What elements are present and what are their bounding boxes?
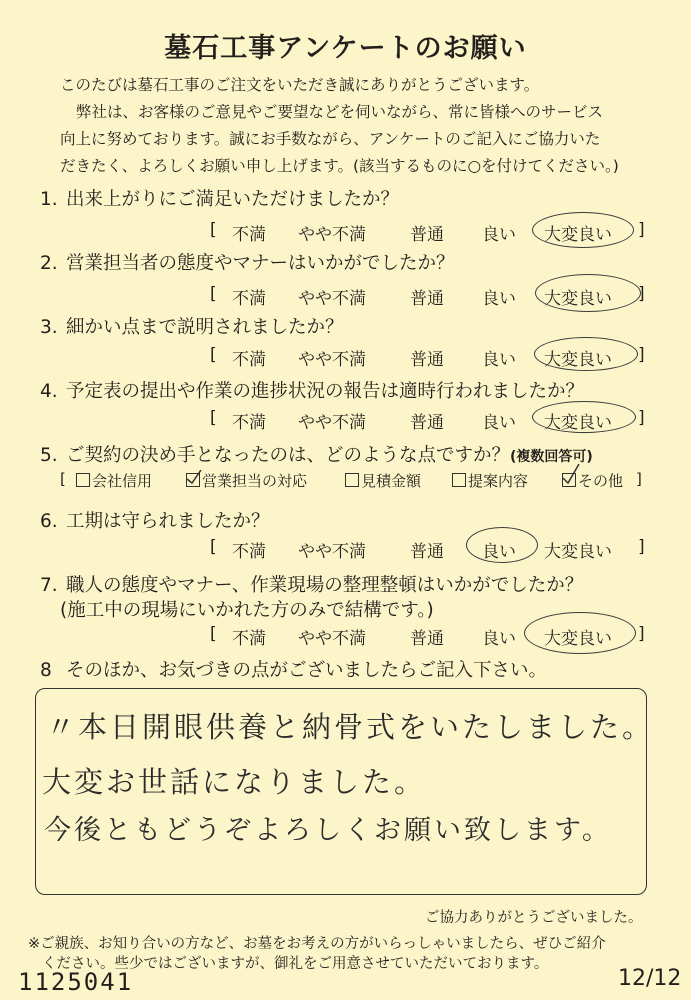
answer-circle [466,527,538,563]
scale-open-bracket: [ [210,345,217,365]
question-text: そのほか、お気づきの点がございましたらご記入下さい。 [66,660,548,681]
scale-close-bracket: ] [638,408,645,428]
handwritten-line: 今後ともどうぞよろしくお願い致します。 [44,815,612,846]
question-number: 8 [40,660,52,681]
intro-line: だきたく、よろしくお願い申し上げます。(該当するものに○を付けてください。) [60,157,619,175]
option-good[interactable]: 良い [482,629,516,649]
choice-proposal[interactable]: 提案内容 [452,470,528,491]
option-somewhat-dissatisfied[interactable]: やや不満 [298,542,366,562]
scale-open-bracket: [ [210,408,217,428]
question-4 [40,377,584,403]
answer-circle [524,612,636,654]
question-number: 2. [40,253,58,274]
scale-open-bracket: [ [210,284,217,304]
question-number: 6. [40,511,58,532]
option-average[interactable]: 普通 [410,350,444,370]
scale-open-bracket: [ [210,624,217,644]
scale-close-bracket: ] [638,624,645,644]
question-7 [40,571,583,597]
answer-circle [532,212,634,248]
choice-sales-response[interactable]: 営業担当の対応 [186,470,307,491]
option-somewhat-dissatisfied[interactable]: やや不満 [298,629,366,649]
option-very-good[interactable]: 大変良い [544,542,612,562]
question-text: 営業担当者の態度やマナーはいかがでしたか？ [66,253,455,274]
option-average[interactable]: 普通 [410,542,444,562]
option-somewhat-dissatisfied[interactable]: やや不満 [298,350,366,370]
question-3 [40,313,344,339]
scale-close-bracket: ] [638,220,645,240]
option-average[interactable]: 普通 [410,629,444,649]
option-very-good[interactable]: 大変良い [544,225,612,245]
option-good[interactable]: 良い [482,413,516,433]
option-dissatisfied[interactable]: 不満 [232,289,266,309]
option-good[interactable]: 良い [482,542,516,562]
question-number: 5. [40,445,58,466]
question-8 [40,656,547,682]
option-somewhat-dissatisfied[interactable]: やや不満 [298,225,366,245]
intro-line: 向上に努めております。誠にお手数ながら、アンケートのご記入にご協力いた [60,130,601,148]
answer-circle [534,337,638,371]
option-dissatisfied[interactable]: 不満 [232,542,266,562]
intro-text [60,72,660,180]
scale-open-bracket: [ [210,537,217,557]
option-average[interactable]: 普通 [410,289,444,309]
question-text: ご契約の決め手となったのは、どのような点ですか？ [66,445,511,466]
question-number: 4. [40,381,58,402]
option-dissatisfied[interactable]: 不満 [232,413,266,433]
scale-close-bracket: ] [636,470,642,488]
handwritten-line: 大変お世話になりました。 [42,765,427,799]
scale-close-bracket: ] [638,345,645,365]
scale-open-bracket: [ [60,470,66,488]
question-number: 7. [40,575,58,596]
choice-other[interactable]: その他 [562,470,623,491]
option-very-good[interactable]: 大変良い [544,289,612,309]
scale-open-bracket: [ [210,220,217,240]
option-good[interactable]: 良い [482,289,516,309]
option-good[interactable]: 良い [482,225,516,245]
option-dissatisfied[interactable]: 不満 [232,225,266,245]
option-very-good[interactable]: 大変良い [544,629,612,649]
question-5 [40,441,593,467]
checkbox[interactable] [345,473,359,487]
intro-line: 弊社は、お客様のご意見やご要望などを伺いながら、常に皆様へのサービス [76,103,604,121]
question-text: 職人の態度やマナー、作業現場の整理整頓はいかがでしたか？ [66,575,584,596]
option-somewhat-dissatisfied[interactable]: やや不満 [298,289,366,309]
option-somewhat-dissatisfied[interactable]: やや不満 [298,413,366,433]
question-text: 細かい点まで説明されましたか？ [66,317,344,338]
scale-close-bracket: ] [638,284,645,304]
question-note: (複数回答可) [510,449,593,465]
question-1 [40,185,399,211]
question-2 [40,249,455,275]
question-text: 予定表の提出や作業の進捗状況の報告は適時行われましたか？ [66,381,585,402]
rating-scale-6 [210,537,650,561]
question-text: 出来上がりにご満足いただけましたか？ [66,189,400,210]
handwritten-line: 〃本日開眼供養と納骨式をいたしました。 [46,710,655,744]
answer-circle [535,274,641,312]
question-number: 1. [40,189,58,210]
page-title: 墓石工事アンケートのお願い [164,33,527,64]
thanks-text: ご協力ありがとうございました。 [425,910,643,926]
option-very-good[interactable]: 大変良い [544,350,612,370]
choice-company-trust[interactable]: 会社信用 [76,470,152,491]
footer-note: ください。些少ではございますが、御礼をご用意させていただいております。 [42,956,549,972]
date-note: 12/12 [618,966,682,991]
id-number: 1125041 [18,968,134,996]
option-average[interactable]: 普通 [410,413,444,433]
question-number: 3. [40,317,58,338]
scale-close-bracket: ] [638,537,645,557]
question-6 [40,507,270,533]
checkbox[interactable] [76,473,90,487]
question-text: 工期は守られましたか？ [66,511,270,532]
checkbox-checked[interactable] [562,473,576,487]
checkbox-checked[interactable] [186,473,200,487]
checkbox[interactable] [452,473,466,487]
footer-note: ※ご親族、お知り合いの方など、お墓をお考えの方がいらっしゃいましたら、ぜひご紹介 [28,936,606,952]
question-7-subtext: (施工中の現場にいかれた方のみで結構です。) [60,600,434,621]
option-dissatisfied[interactable]: 不満 [232,350,266,370]
intro-line: このたびは墓石工事のご注文をいただき誠にありがとうございます。 [60,76,540,94]
option-dissatisfied[interactable]: 不満 [232,629,266,649]
option-good[interactable]: 良い [482,350,516,370]
choice-list [60,470,650,494]
choice-estimate[interactable]: 見積金額 [345,470,421,491]
option-very-good[interactable]: 大変良い [544,413,612,433]
answer-circle [532,401,636,433]
option-average[interactable]: 普通 [410,225,444,245]
